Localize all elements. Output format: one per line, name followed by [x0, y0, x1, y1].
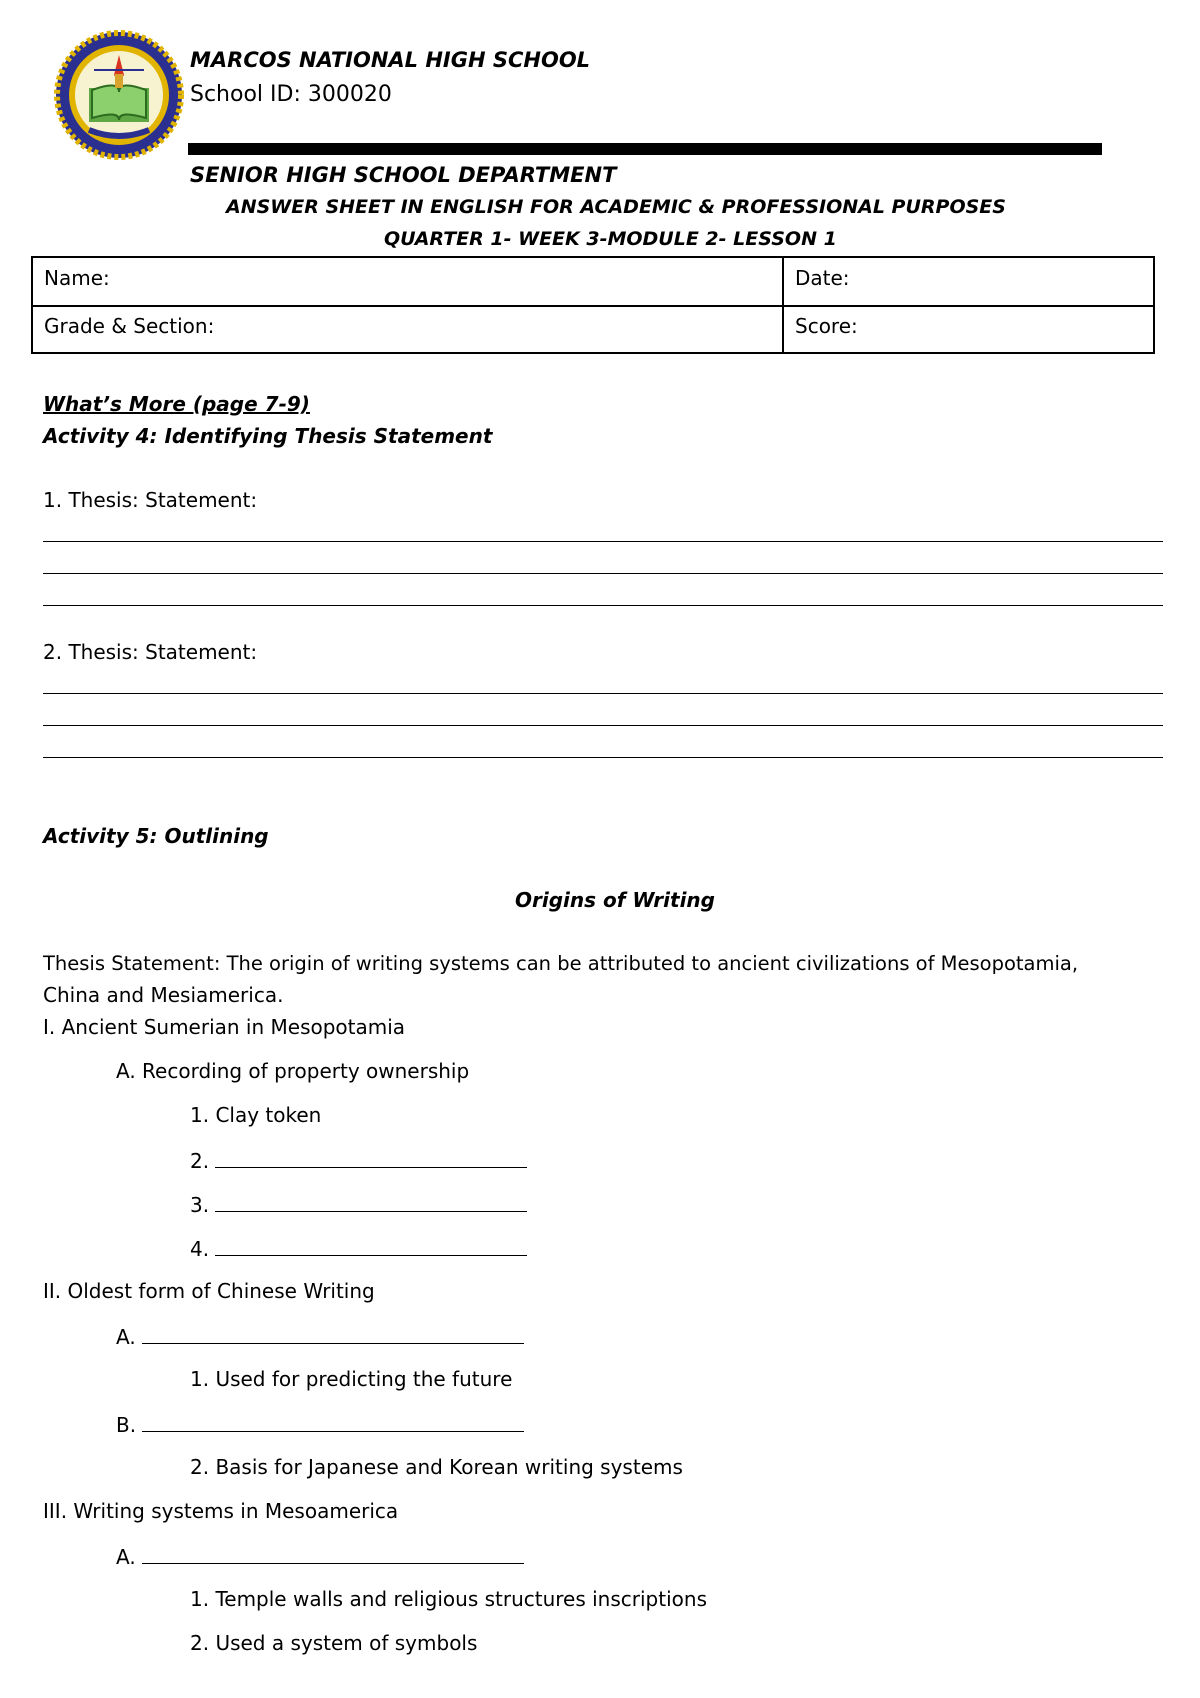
- quarter-line: QUARTER 1- WEEK 3-MODULE 2- LESSON 1: [384, 228, 837, 250]
- activity4-title: Activity 4: Identifying Thesis Statement: [43, 424, 493, 448]
- answer-line: [43, 605, 1163, 606]
- thesis-statement-line2: China and Mesiamerica.: [43, 983, 284, 1007]
- header-divider: [188, 143, 1102, 155]
- grade-section-label: Grade & Section:: [44, 314, 215, 338]
- outline-1a: A. Recording of property ownership: [116, 1059, 470, 1083]
- outline-section-2: II. Oldest form of Chinese Writing: [43, 1279, 375, 1303]
- item-letter: B.: [116, 1413, 137, 1437]
- answer-line: [43, 541, 1163, 542]
- fill-in-blank[interactable]: [142, 1323, 524, 1344]
- item-number: 4.: [190, 1237, 210, 1261]
- school-seal-icon: [54, 30, 184, 160]
- sheet-title: ANSWER SHEET IN ENGLISH FOR ACADEMIC & PROFESSIONAL PURPOSES: [226, 196, 1006, 218]
- table-row-divider: [33, 305, 1153, 307]
- fill-in-blank[interactable]: [142, 1411, 524, 1432]
- item-number: 2.: [190, 1149, 210, 1173]
- outline-3a-2: 2. Used a system of symbols: [190, 1631, 478, 1655]
- outline-1a-1: 1. Clay token: [190, 1103, 322, 1127]
- answer-line: [43, 693, 1163, 694]
- outline-3a: [116, 1543, 524, 1569]
- outline-3a-1: 1. Temple walls and religious structures inscriptions: [190, 1587, 707, 1611]
- answer-line: [43, 573, 1163, 574]
- whats-more-heading: What’s More (page 7-9): [43, 392, 310, 416]
- school-name: MARCOS NATIONAL HIGH SCHOOL: [190, 48, 591, 72]
- thesis-item-1-label: 1. Thesis: Statement:: [43, 488, 258, 512]
- school-id: School ID: 300020: [190, 82, 392, 107]
- fill-in-blank[interactable]: [215, 1235, 527, 1256]
- fill-in-blank[interactable]: [215, 1147, 527, 1168]
- outline-2b: [116, 1411, 524, 1437]
- item-letter: A.: [116, 1545, 136, 1569]
- table-column-divider: [782, 258, 784, 352]
- outline-2a-1: 1. Used for predicting the future: [190, 1367, 513, 1391]
- outline-title: Origins of Writing: [515, 888, 715, 912]
- outline-2a: [116, 1323, 524, 1349]
- outline-section-3: III. Writing systems in Mesoamerica: [43, 1499, 399, 1523]
- outline-1a-4: [190, 1235, 527, 1261]
- item-number: 3.: [190, 1193, 210, 1217]
- thesis-item-2-label: 2. Thesis: Statement:: [43, 640, 258, 664]
- item-letter: A.: [116, 1325, 136, 1349]
- outline-1a-2: [190, 1147, 527, 1173]
- outline-2b-2: 2. Basis for Japanese and Korean writing systems: [190, 1455, 683, 1479]
- outline-section-1: I. Ancient Sumerian in Mesopotamia: [43, 1015, 406, 1039]
- fill-in-blank[interactable]: [142, 1543, 524, 1564]
- department: SENIOR HIGH SCHOOL DEPARTMENT: [190, 163, 617, 187]
- date-label: Date:: [795, 266, 850, 290]
- student-info-table: [31, 256, 1155, 354]
- outline-1a-3: [190, 1191, 527, 1217]
- thesis-statement-line1: Thesis Statement: The origin of writing systems can be attributed to ancient civilizations of Mesopotamia,: [43, 952, 1079, 975]
- name-label: Name:: [44, 266, 110, 290]
- school-logo: [54, 30, 184, 160]
- score-label: Score:: [795, 314, 858, 338]
- answer-line: [43, 725, 1163, 726]
- answer-line: [43, 757, 1163, 758]
- activity5-title: Activity 5: Outlining: [43, 824, 269, 848]
- fill-in-blank[interactable]: [215, 1191, 527, 1212]
